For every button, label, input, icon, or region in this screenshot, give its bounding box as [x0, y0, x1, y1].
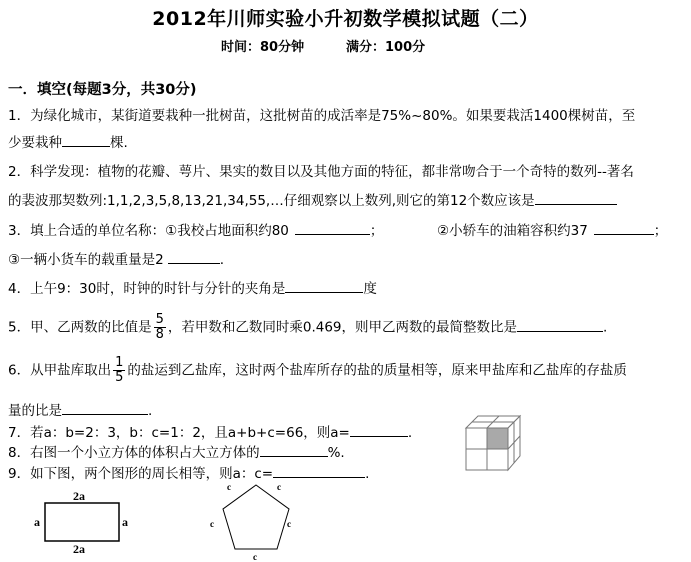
question-4 — [8, 277, 377, 297]
answer-blank-7[interactable] — [350, 422, 408, 437]
fraction-numerator: 5 — [155, 312, 164, 327]
question-9-text: 9．如下图，两个图形的周长相等，则a：c= — [8, 466, 274, 482]
rectangle-shape — [44, 502, 120, 542]
cube-figure — [460, 410, 528, 478]
question-1-line-2 — [8, 131, 128, 151]
question-9 — [8, 462, 369, 482]
question-8-text: 8．右图一个小立方体的体积占大立方体的 — [8, 445, 260, 461]
question-5-end: . — [603, 319, 608, 336]
question-3-sep-1: ； — [369, 223, 384, 239]
question-7-text: 7．若a：b=2：3，b：c=1：2，且a+b+c=66，则a= — [8, 425, 350, 441]
fraction-denominator: 8 — [155, 327, 164, 342]
question-3-sep-2: ； — [653, 223, 668, 239]
question-2-text: 的裴波那契数列:1,1,2,3,5,8,13,21,34,55,…仔细观察以上数列,则它的第12个数应该是 — [8, 193, 535, 209]
question-2-line-1: 2．科学发现：植物的花瓣、萼片、果实的数目以及其他方面的特征，都非常吻合于一个奇特的数列--著名 — [8, 164, 634, 180]
answer-blank-5[interactable] — [517, 317, 603, 332]
question-7 — [8, 421, 412, 441]
question-3-part-3: ②小轿车的油箱容积约37 — [437, 223, 588, 239]
pentagon-label-bottom: c — [253, 552, 257, 562]
question-6-text-a: 6．从甲盐库取出 — [8, 362, 112, 379]
fraction-5-8 — [154, 313, 166, 342]
answer-blank-3c[interactable] — [168, 249, 220, 264]
question-5-text-b: ，若甲数和乙数同时乘0.469，则甲乙两数的最简整数比是 — [167, 319, 518, 336]
question-3-line-2 — [8, 248, 224, 268]
question-4-unit: 度 — [363, 281, 377, 297]
question-3-part-1: 3．填上合适的单位名称：①我校占地面积约80 — [8, 223, 289, 239]
fraction-1-5 — [113, 356, 125, 385]
question-1-line-1: 1．为绿化城市，某街道要栽种一批树苗，这批树苗的成活率是75%~80%。如果要栽活1400棵树苗，至 — [8, 108, 636, 124]
answer-blank-3a[interactable] — [295, 220, 370, 235]
question-1-unit: 棵. — [110, 135, 128, 151]
question-4-text: 4．上午9：30时，时钟的时针与分针的夹角是 — [8, 281, 286, 297]
pentagon-label-left: c — [210, 519, 214, 529]
answer-blank-6[interactable] — [62, 400, 148, 415]
question-6-line-2 — [8, 399, 152, 419]
question-3-line-1 — [8, 219, 383, 239]
pentagon-label-top-left: c — [227, 482, 231, 492]
rect-label-left: a — [34, 515, 40, 529]
answer-blank-9[interactable] — [273, 463, 365, 478]
time-label: 时间：80分钟 — [221, 40, 305, 55]
question-3-line-1b — [437, 219, 667, 239]
rect-label-bottom: 2a — [73, 542, 85, 556]
question-6-text-c: 量的比是 — [8, 403, 62, 419]
question-9-end: . — [365, 466, 370, 482]
question-7-end: . — [407, 425, 413, 441]
section-heading: 一．填空(每题3分，共30分) — [8, 82, 197, 98]
answer-blank-1[interactable] — [62, 132, 110, 147]
question-5-text-a: 5．甲、乙两数的比值是 — [8, 319, 152, 336]
question-3-end: . — [219, 252, 224, 268]
question-3-part-5: ③一辆小货车的载重量是2 — [8, 252, 164, 268]
pentagon-label-right: c — [287, 519, 291, 529]
question-8 — [8, 441, 345, 461]
question-6-text-b: 的盐运到乙盐库，这时两个盐库所存的盐的质量相等，原来甲盐库和乙盐库的存盐质 — [127, 362, 627, 379]
question-8-unit: %. — [327, 445, 345, 461]
rect-label-right: a — [122, 515, 128, 529]
question-6-end: . — [148, 403, 153, 419]
answer-blank-2[interactable] — [535, 190, 617, 205]
pentagon-label-top-right: c — [277, 482, 281, 492]
question-5 — [8, 313, 607, 342]
rect-label-top: 2a — [73, 489, 85, 503]
question-2-line-2 — [8, 189, 617, 209]
question-1-text: 少要栽种 — [8, 135, 62, 151]
answer-blank-4[interactable] — [285, 278, 363, 293]
page-title: 2012年川师实验小升初数学模拟试题（二） — [152, 8, 539, 30]
answer-blank-8[interactable] — [260, 442, 328, 457]
fraction-numerator: 1 — [115, 355, 124, 370]
fraction-denominator: 5 — [115, 370, 124, 385]
answer-blank-3b[interactable] — [594, 220, 654, 235]
score-label: 满分：100分 — [346, 40, 426, 55]
question-6-line-1 — [8, 356, 627, 385]
